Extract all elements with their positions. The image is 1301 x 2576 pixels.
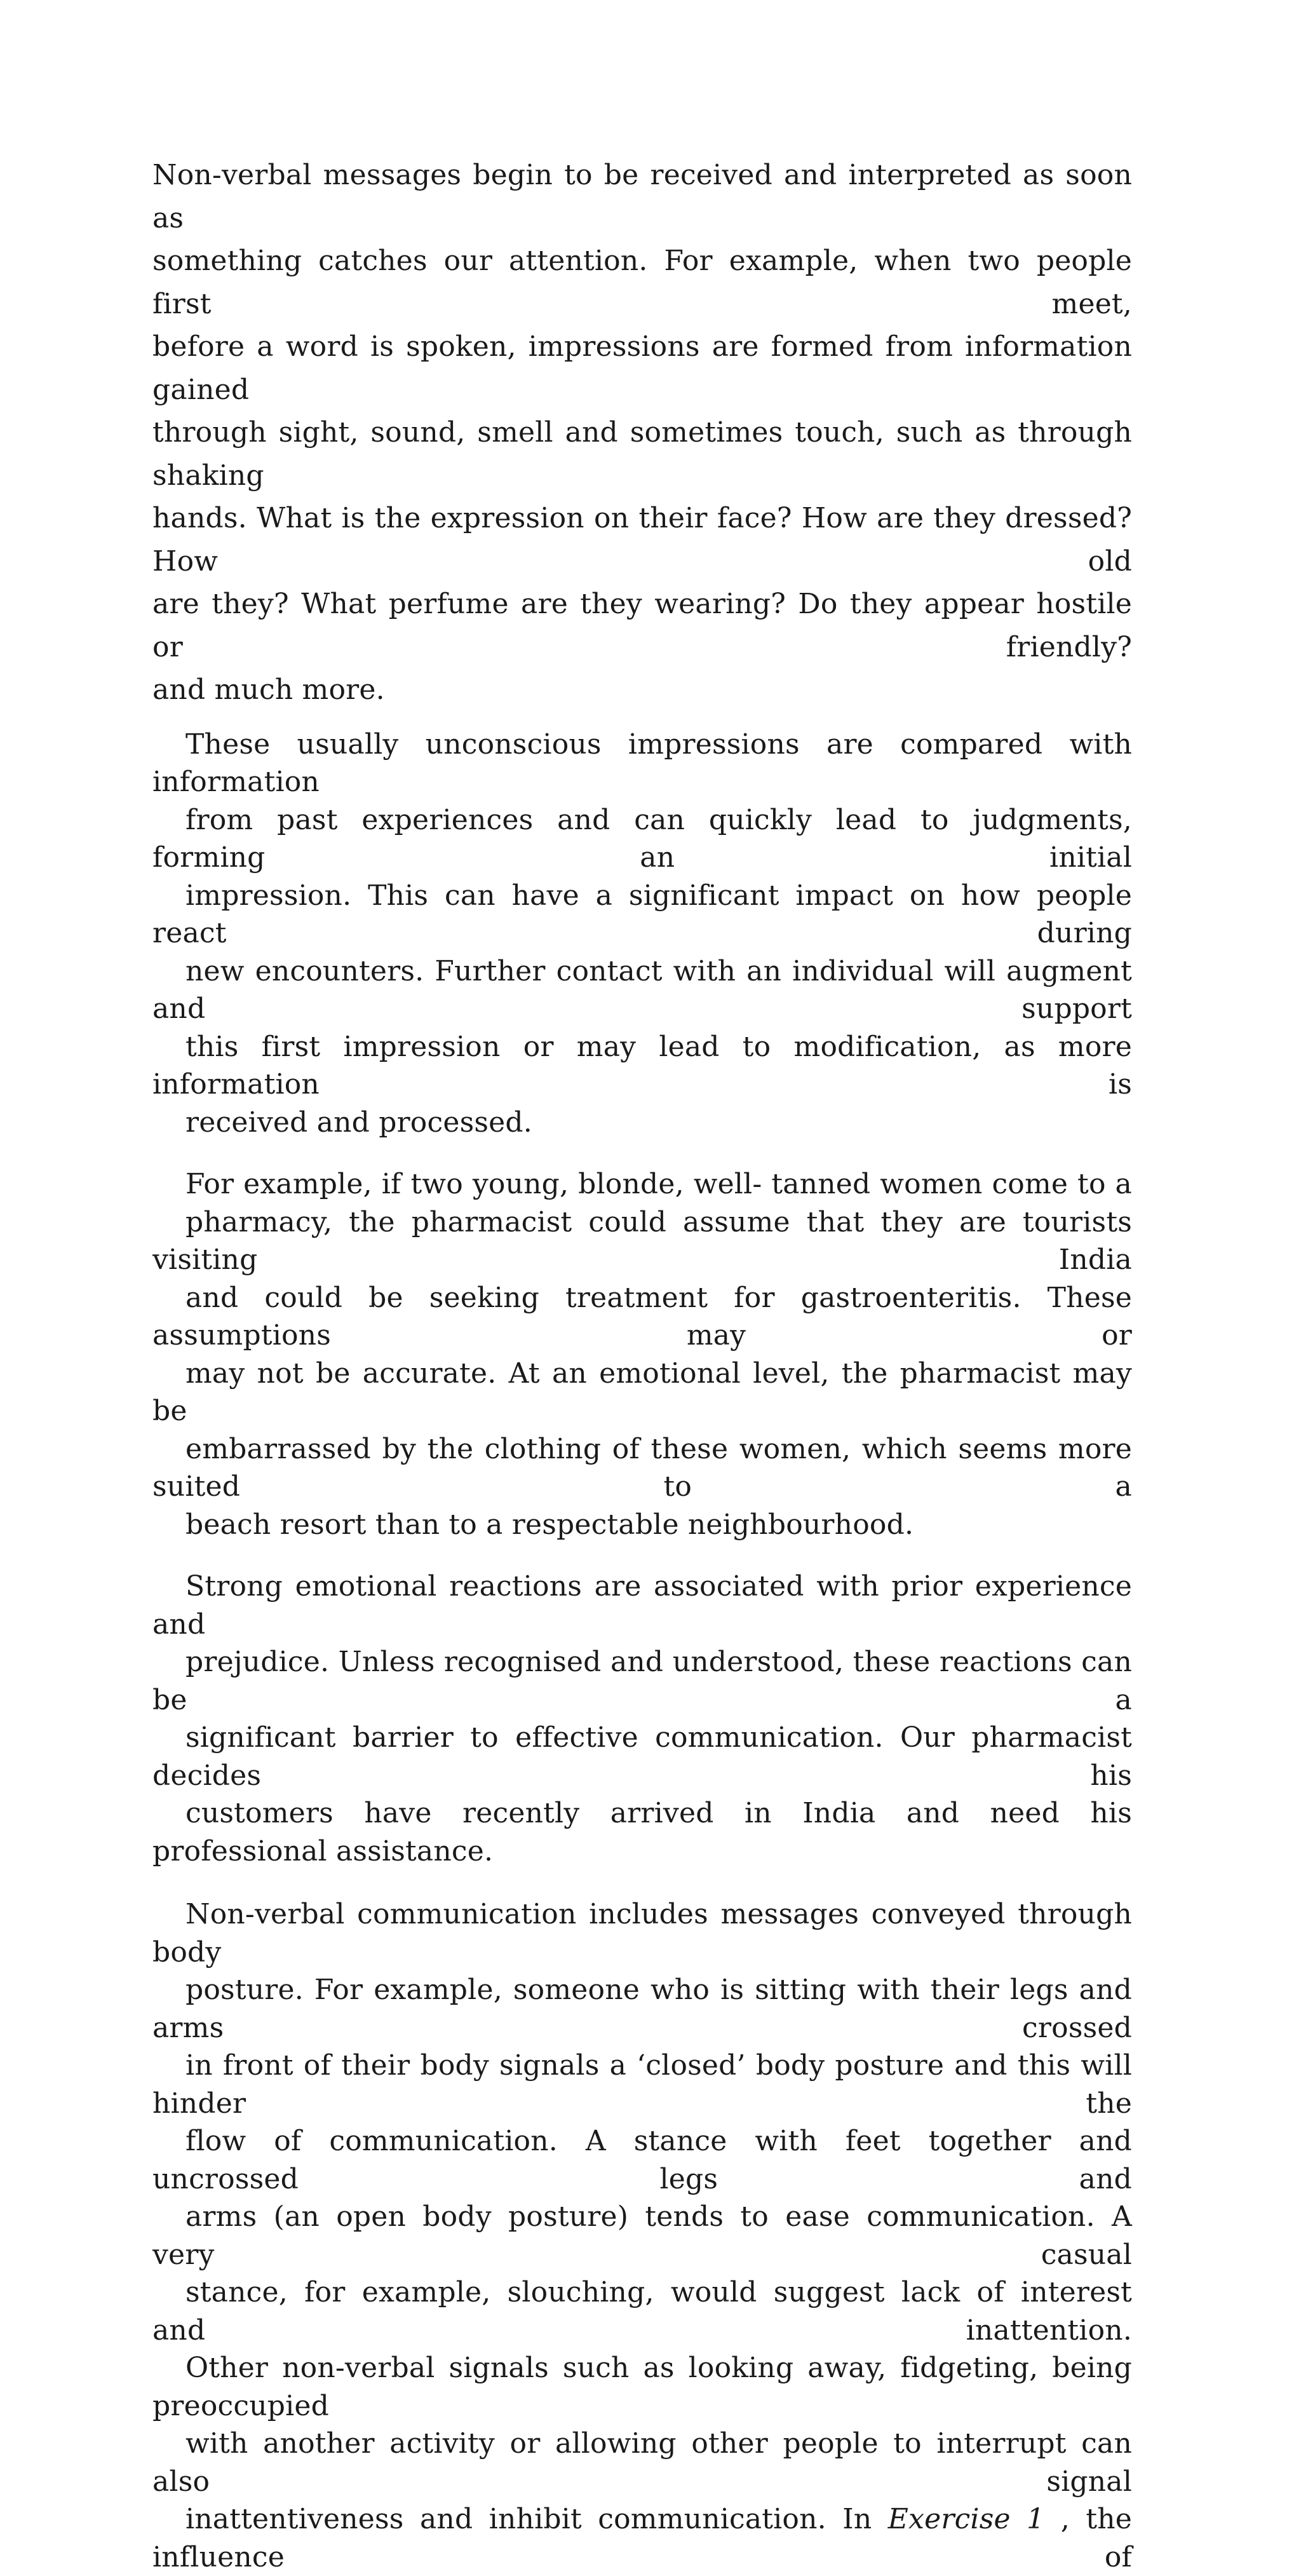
text-line: Non-verbal communication includes messages conveyed through body (152, 1898, 1132, 1969)
paragraph-3 (152, 1165, 1132, 1543)
text-line: embarrassed by the clothing of these women, which seems more suited to a (152, 1432, 1132, 1503)
paragraph-5 (152, 1895, 1132, 2576)
text-line: arms (an open body posture) tends to ease communication. A very casual (152, 2200, 1132, 2271)
text-line: and much more. (152, 674, 385, 706)
text-line: prejudice. Unless recognised and understood, these reactions can be a (152, 1646, 1132, 1716)
text-line: received and processed. (185, 1106, 532, 1139)
text-line: Strong emotional reactions are associated with prior experience and (152, 1570, 1132, 1641)
text-line: this first impression or may lead to modification, as more information is (152, 1030, 1132, 1101)
text-line: These usually unconscious impressions are compared with information (152, 728, 1132, 798)
text-segment: , the influence of (152, 2503, 1132, 2573)
text-line: through sight, sound, smell and sometimes touch, such as through shaking (152, 416, 1132, 492)
text-line: For example, if two young, blonde, well- tanned women come to a (185, 1168, 1132, 1200)
text-line: posture. For example, someone who is sitting with their legs and arms crossed (152, 1974, 1132, 2044)
text-line: flow of communication. A stance with feet together and uncrossed legs and (152, 2125, 1132, 2195)
text-segment: inattentiveness and inhibit communication. In (185, 2503, 888, 2535)
text-line: may not be accurate. At an emotional level, the pharmacist may be (152, 1357, 1132, 1427)
text-line: hands. What is the expression on their face? How are they dressed? How old (152, 502, 1132, 578)
text-line: impression. This can have a significant impact on how people react during (152, 879, 1132, 949)
text-line: significant barrier to effective communication. Our pharmacist decides his (152, 1721, 1132, 1792)
text-line: customers have recently arrived in India and need his professional assistance. (152, 1797, 1132, 1868)
text-line: with another activity or allowing other people to interrupt can also signal (152, 2427, 1132, 2498)
text-line: beach resort than to a respectable neighbourhood. (185, 1508, 914, 1541)
document-page (152, 154, 1132, 2576)
text-line: and could be seeking treatment for gastroenteritis. These assumptions may or (152, 1281, 1132, 1352)
paragraph-2 (152, 726, 1132, 1142)
text-line: in front of their body signals a ‘closed’ body posture and this will hinder the (152, 2049, 1132, 2120)
text-line: new encounters. Further contact with an individual will augment and support (152, 954, 1132, 1025)
exercise-reference: Exercise 1 (887, 2503, 1045, 2535)
text-line: before a word is spoken, impressions are formed from information gained (152, 330, 1132, 406)
text-line: stance, for example, slouching, would suggest lack of interest and inattention. (152, 2276, 1132, 2347)
paragraph-1 (152, 154, 1132, 712)
text-line: something catches our attention. For example, when two people first meet, (152, 245, 1132, 320)
text-line: Non-verbal messages begin to be received and interpreted as soon as (152, 159, 1132, 234)
text-line: from past experiences and can quickly lead to judgments, forming an initial (152, 803, 1132, 874)
text-line-final (152, 2500, 1132, 2576)
text-line: are they? What perfume are they wearing? Do they appear hostile or friendly? (152, 588, 1132, 663)
text-line: pharmacy, the pharmacist could assume that they are tourists visiting India (152, 1205, 1132, 1276)
paragraph-4 (152, 1568, 1132, 1870)
text-line: Other non-verbal signals such as looking away, fidgeting, being preoccupied (152, 2352, 1132, 2422)
